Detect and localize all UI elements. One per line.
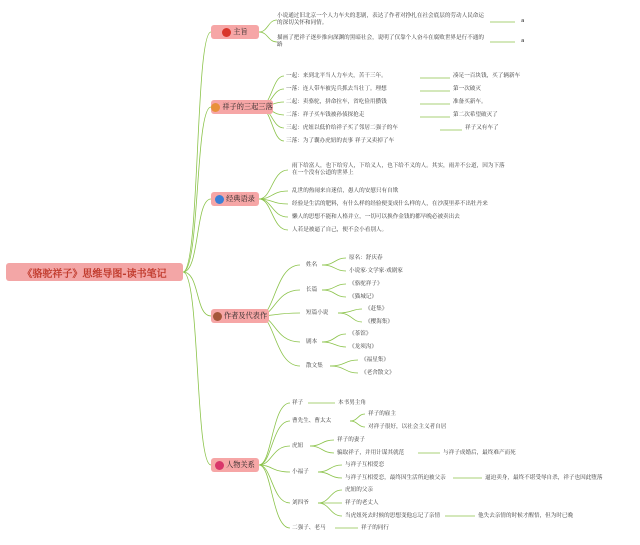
author-group-short: 短篇小说 bbox=[306, 310, 329, 316]
quote-item-5: 人若是被逼了自己，便不会小看别人。 bbox=[292, 227, 388, 233]
char-huniu-desc-1: 祥子的妻子 bbox=[337, 437, 365, 443]
star-icon bbox=[211, 103, 220, 112]
plot-result-1: 凑足一百块钱，买了辆新车 bbox=[453, 73, 521, 79]
char-xiaofuzi-desc-2: 与祥子互相爱恋，最终因生活所迫被父亲 bbox=[345, 475, 446, 481]
branch-characters[interactable] bbox=[211, 458, 259, 472]
char-huniu-desc-2: 骗取祥子，并用计谋其就范 bbox=[337, 450, 405, 456]
char-liusiye-desc-3: 当虎妞死去时候的思想变他忘记了亲情 bbox=[345, 513, 441, 519]
branch-theme-label: 主旨 bbox=[233, 27, 248, 36]
branch-author[interactable] bbox=[211, 309, 269, 323]
author-group-novel: 长篇 bbox=[306, 287, 318, 293]
author-name-item-2: 小说家·文学家·戏剧家 bbox=[349, 268, 403, 274]
char-liusiye: 刘四爷 bbox=[292, 500, 309, 506]
quote-item-4: 懒人的思想不能和人格并立，一切可以换作金钱的都早晚必被卖出去 bbox=[292, 214, 460, 220]
theme-tag-2: a bbox=[521, 38, 525, 44]
author-group-drama: 剧本 bbox=[306, 339, 318, 345]
char-cao-desc-1: 祥子的雇主 bbox=[368, 411, 396, 417]
char-xiangzi: 祥子 bbox=[292, 400, 304, 406]
char-huniu: 虎妞 bbox=[292, 443, 304, 449]
char-liusiye-desc-2: 祥子的老丈人 bbox=[345, 500, 379, 506]
theme-item-2: 描画了把祥子逐步推向深渊的黑暗社会，说明了仅靠个人奋斗在腐败世界是行不通的路 bbox=[277, 35, 484, 48]
branch-plot[interactable] bbox=[211, 100, 273, 114]
branch-theme[interactable] bbox=[211, 25, 259, 39]
char-xiaofuzi: 小福子 bbox=[292, 469, 309, 475]
branch-author-label: 作者及代表作 bbox=[223, 311, 268, 320]
plot-result-2: 第一次破灭 bbox=[453, 86, 481, 92]
plot-item-4: 二落：祥子买车钱被孙侦探抢走 bbox=[286, 112, 365, 118]
quote-item-1: 雨下给富人，也下给穷人，下给义人，也下给不义的人。其实，雨并不公道，因为下落在一个没有公道的世界上 bbox=[292, 163, 505, 176]
char-liusiye-desc-1: 虎妞的父亲 bbox=[345, 487, 373, 493]
char-erqiangzi: 二强子、老马 bbox=[292, 525, 326, 531]
root-node[interactable]: 《骆驼祥子》思维导图-读书笔记 bbox=[6, 263, 183, 281]
char-huniu-desc-2-sub: 与祥子成婚后，最终难产而死 bbox=[443, 450, 516, 456]
plot-item-2: 一落：连人带车被宪兵抓去当壮丁。理想 bbox=[286, 86, 387, 92]
author-drama-item-2: 《龙须沟》 bbox=[349, 344, 377, 350]
author-essay-item-2: 《老舍散文》 bbox=[361, 370, 395, 376]
exclamation-icon bbox=[222, 28, 231, 37]
char-xiaofuzi-desc-2-sub: 逼迫卖身，最终不堪受辱自杀，祥子也因此堕落 bbox=[485, 475, 603, 481]
globe-icon bbox=[215, 195, 224, 204]
plot-result-3: 准备买新车。 bbox=[453, 99, 487, 105]
branch-characters-label: 人物关系 bbox=[226, 460, 255, 469]
char-xiangzi-desc: 本书男主角 bbox=[338, 400, 366, 406]
author-group-name: 姓名 bbox=[306, 262, 318, 268]
author-group-essay: 散文集 bbox=[306, 363, 323, 369]
branch-quotes[interactable] bbox=[211, 192, 259, 206]
char-erqiangzi-desc: 祥子的同行 bbox=[361, 525, 389, 531]
author-essay-item-1: 《福星集》 bbox=[361, 357, 389, 363]
plot-result-5: 祥子又有车了 bbox=[465, 125, 499, 131]
plot-item-3: 二起：卖骆驼，拼命拉车，省吃俭用攒钱 bbox=[286, 99, 387, 105]
branch-quotes-label: 经典语录 bbox=[226, 194, 255, 203]
char-liusiye-desc-3-sub: 他失去亲情的时候才醒悟，但为时已晚 bbox=[478, 513, 574, 519]
plot-item-6: 三落：为了囊办虎妞的丧事 祥子又卖掉了车 bbox=[286, 138, 395, 144]
author-short-item-1: 《赶集》 bbox=[365, 306, 388, 312]
quote-item-3: 经验是生活的肥料，有什么样的经验便变成什么样的人，在沙漠里养不出牡丹来 bbox=[292, 201, 488, 207]
theme-item-1: 小说通过旧北京一个人力车夫的悲剧，表达了作者对挣扎在社会底层的劳动人民命运的深切关怀和同情。 bbox=[277, 13, 484, 26]
author-novel-item-1: 《骆驼祥子》 bbox=[349, 281, 383, 287]
author-name-item-1: 原名：舒庆春 bbox=[349, 255, 383, 261]
author-icon bbox=[213, 312, 222, 321]
char-cao: 曹先生、曹太太 bbox=[292, 418, 332, 424]
author-short-item-2: 《樱海集》 bbox=[365, 319, 393, 325]
plot-item-1: 一起：来到北平当人力车夫，苦干三年。 bbox=[286, 73, 387, 79]
quote-item-2: 乱世的热闹来自迷信，愚人的安慰只有自欺 bbox=[292, 188, 399, 194]
plot-result-4: 第二次希望破灭了 bbox=[453, 112, 498, 118]
people-icon bbox=[215, 461, 224, 470]
branch-plot-label: 祥子的三起三落 bbox=[222, 102, 273, 111]
char-cao-desc-2: 对祥子很好，以社会主义者自居 bbox=[368, 424, 447, 430]
char-xiaofuzi-desc-1: 与祥子互相爱恋 bbox=[345, 462, 385, 468]
plot-item-5: 三起：虎妞以低价给祥子买了邻居二强子的车 bbox=[286, 125, 398, 131]
author-novel-item-2: 《猫城记》 bbox=[349, 294, 377, 300]
theme-tag-1: a bbox=[521, 18, 525, 24]
author-drama-item-1: 《茶馆》 bbox=[349, 331, 372, 337]
